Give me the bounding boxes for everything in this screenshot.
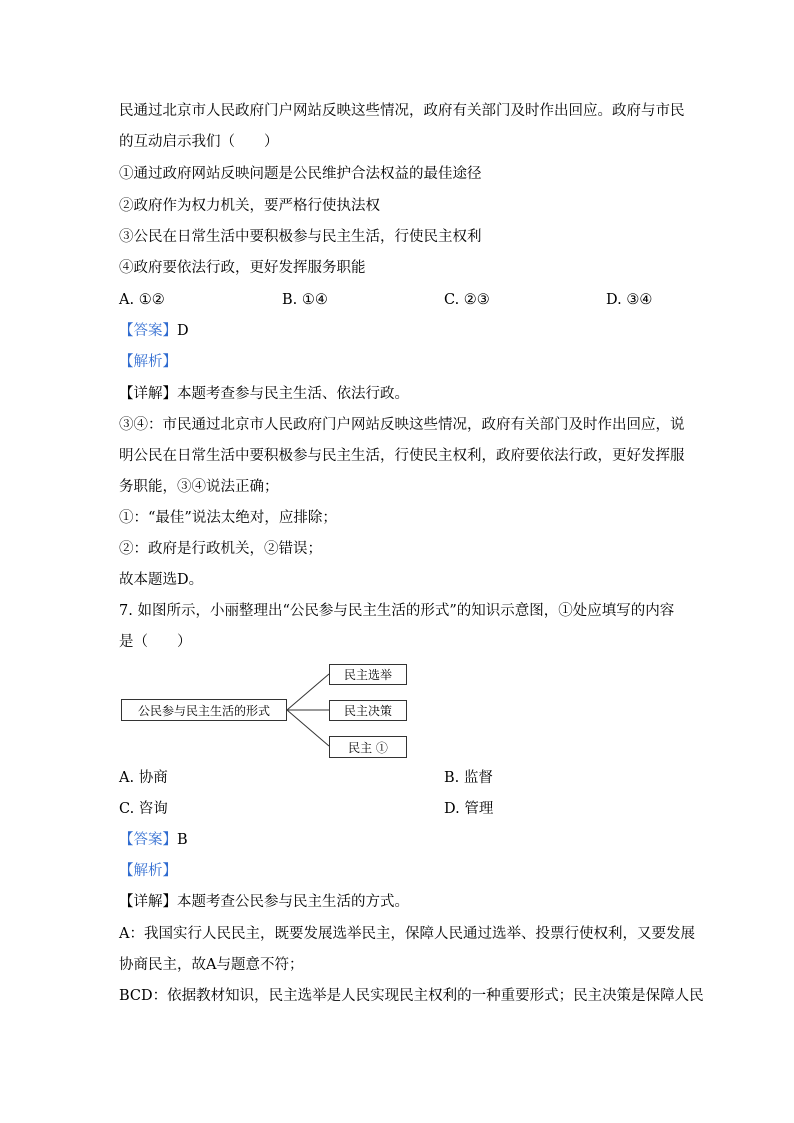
- q7-option-b: B. 监督: [444, 770, 493, 786]
- answer-value: D: [177, 323, 189, 339]
- q6-statement-4: ④政府要依法行政，更好发挥服务职能: [119, 260, 366, 276]
- detail-tag: 【详解】: [119, 894, 177, 910]
- q6-statement-2: ②政府作为权力机关，要严格行使执法权: [119, 198, 380, 214]
- q6-statement-1: ①通过政府网站反映问题是公民维护合法权益的最佳途径: [119, 166, 482, 182]
- q6-explain-2: 明公民在日常生活中要积极参与民主生活，行使民主权利，政府要依法行政，更好发挥服: [119, 448, 685, 464]
- q7-detail: [119, 892, 409, 912]
- detail-text: 本题考查参与民主生活、依法行政。: [177, 386, 409, 402]
- q6-detail: [119, 384, 409, 404]
- q6-statement-3: ③公民在日常生活中要积极参与民主生活，行使民主权利: [119, 229, 482, 245]
- diagram-branch-election: 民主选举: [329, 664, 407, 685]
- q7-explain-2: 协商民主，故A与题意不符；: [119, 957, 304, 973]
- q6-option-d: D. ③④: [606, 292, 653, 308]
- q7-option-d: D. 管理: [444, 801, 494, 817]
- q7-explain-3: BCD：依据教材知识，民主选举是人民实现民主权利的一种重要形式；民主决策是保障人民: [119, 988, 704, 1004]
- q7-answer: [119, 830, 188, 850]
- answer-tag: 【答案】: [119, 323, 177, 339]
- q6-explain-6: 故本题选D。: [119, 572, 204, 588]
- q7-option-a: A. 协商: [119, 770, 168, 786]
- q6-analysis-tag: 【解析】: [119, 354, 177, 370]
- q6-option-b: B. ①④: [282, 292, 328, 308]
- diagram-branch-decision: 民主决策: [329, 700, 407, 721]
- q6-stem-line1: 民通过北京市人民政府门户网站反映这些情况，政府有关部门及时作出回应。政府与市民: [119, 103, 685, 119]
- q7-explain-1: A：我国实行人民民主，既要发展选举民主，保障人民通过选举、投票行使权利，又要发展: [119, 926, 695, 942]
- q6-option-c: C. ②③: [444, 292, 490, 308]
- detail-tag: 【详解】: [119, 386, 177, 402]
- q6-explain-1: ③④：市民通过北京市人民政府门户网站反映这些情况，政府有关部门及时作出回应，说: [119, 417, 685, 433]
- diagram-root-box: 公民参与民主生活的形式: [121, 699, 287, 721]
- q6-explain-5: ②：政府是行政机关，②错误；: [119, 541, 322, 557]
- q6-answer: [119, 321, 189, 341]
- q7-diagram: [119, 660, 419, 764]
- diagram-branch-blank: 民主 ①: [329, 736, 407, 758]
- detail-text: 本题考查公民参与民主生活的方式。: [177, 894, 409, 910]
- q6-stem-line2: 的互动启示我们（ ）: [119, 134, 279, 150]
- q6-option-a: A. ①②: [119, 292, 165, 308]
- q7-option-c: C. 咨询: [119, 801, 168, 817]
- q6-explain-4: ①：“最佳”说法太绝对，应排除；: [119, 510, 337, 526]
- q7-stem-line1: 7. 如图所示，小丽整理出“公民参与民主生活的形式”的知识示意图，①处应填写的内容: [119, 603, 675, 619]
- q7-stem-line2: 是（ ）: [119, 634, 192, 650]
- answer-value: B: [177, 832, 188, 848]
- q6-explain-3: 务职能，③④说法正确；: [119, 479, 279, 495]
- answer-tag: 【答案】: [119, 832, 177, 848]
- q7-analysis-tag: 【解析】: [119, 863, 177, 879]
